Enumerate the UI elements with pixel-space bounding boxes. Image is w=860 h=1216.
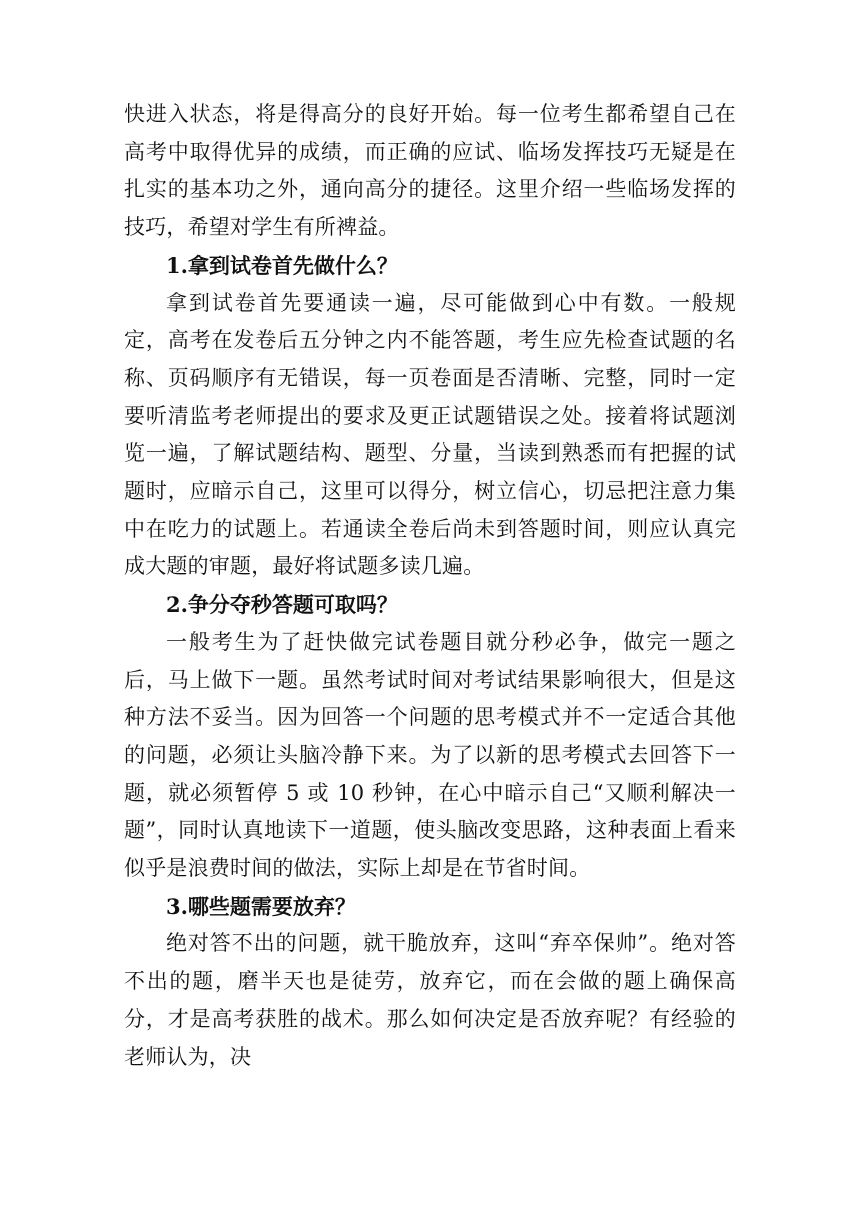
section-body-1: 拿到试卷首先要通读一遍，尽可能做到心中有数。一般规定，高考在发卷后五分钟之内不能答题，考生应先检查试题的名称、页码顺序有无错误，每一页卷面是否清晰、完整，同时一定要听清监考老师提出的要求及更正试题错误之处。接着将试题浏览一遍，了解试题结构、题型、分量，当读到熟悉而有把握的试题时，应暗示自己，这里可以得分，树立信心，切忌把注意力集中在吃力的试题上。若通读全卷后尚未到答题时间，则应认真完成大题的审题，最好将试题多读几遍。 [124, 290, 736, 579]
intro-paragraph: 快进入状态，将是得高分的良好开始。每一位考生都希望自己在高考中取得优异的成绩，而正确的应试、临场发挥技巧无疑是在扎实的基本功之外，通向高分的捷径。这里介绍一些临场发挥的技巧，希望对学生有所裨益。 [124, 102, 736, 240]
section-heading-3: 3.哪些题需要放弃？ [166, 893, 356, 919]
section-heading-2: 2.争分夺秒答题可取吗？ [166, 592, 398, 618]
section-body-3: 绝对答不出的问题，就干脆放弃，这叫“弃卒保帅”。绝对答不出的题，磨半天也是徒劳，放弃它，而在会做的题上确保高分，才是高考获胜的战术。那么如何决定是否放弃呢？有经验的老师认为，决 [124, 931, 736, 1069]
section-heading-1: 1.拿到试卷首先做什么？ [166, 252, 398, 278]
document-page [124, 96, 736, 1076]
section-body-2: 一般考生为了赶快做完试卷题目就分秒必争，做完一题之后，马上做下一题。虽然考试时间对考试结果影响很大，但是这种方法不妥当。因为回答一个问题的思考模式并不一定适合其他的问题，必须让头脑冷静下来。为了以新的思考模式去回答下一题，就必须暂停 5 或 10 秒钟，在心中暗示自己“又顺利解决一题”，同时认真地读下一道题，使头脑改变思路，这种表面上看来似乎是浪费时间的做法，实际上却是在节省时间。 [124, 629, 736, 881]
